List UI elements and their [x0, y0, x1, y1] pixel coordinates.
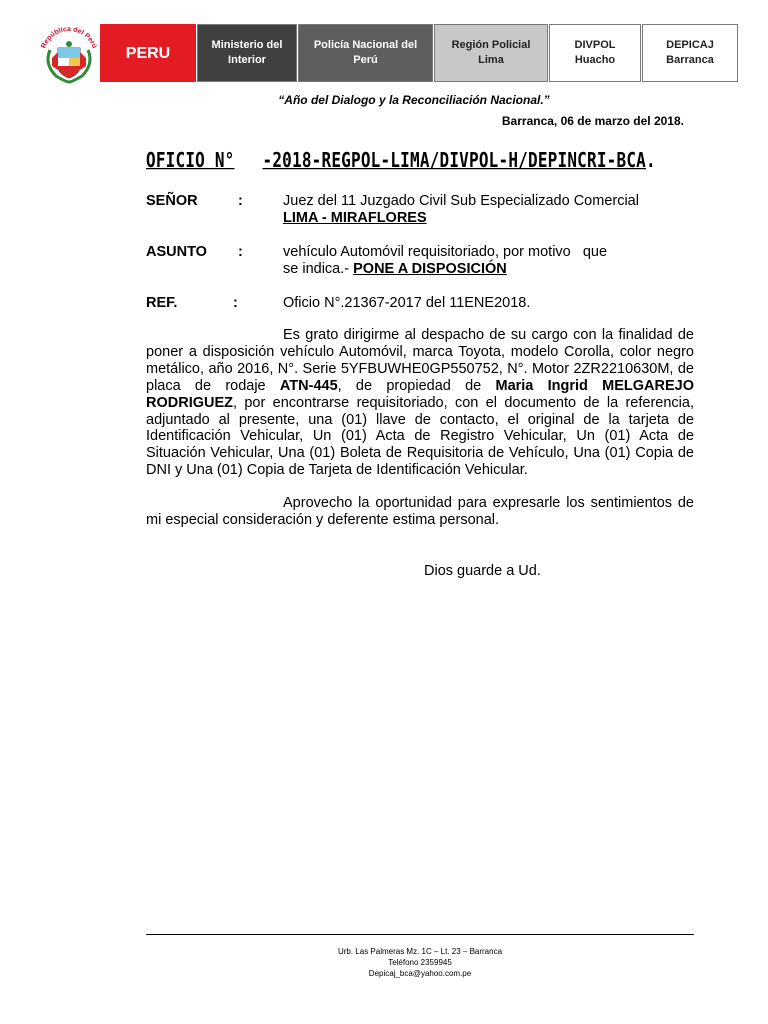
- asunto-value: [283, 244, 703, 278]
- oficio-end: .: [645, 148, 656, 172]
- footer: [146, 946, 694, 979]
- header-ministerio: Ministerio del Interior: [197, 24, 297, 82]
- header-policia: Policía Nacional del Perú: [298, 24, 433, 82]
- asunto-emphasis: PONE A DISPOSICIÓN: [353, 261, 507, 277]
- peru-coat-of-arms-icon: [36, 20, 102, 86]
- footer-phone: Teléfono 2359945: [388, 958, 452, 967]
- vehicle-plate: ATN-445: [279, 377, 338, 394]
- senor-colon: :: [238, 193, 243, 209]
- dateline: Barranca, 06 de marzo del 2018.: [501, 114, 684, 128]
- asunto-line2: [283, 261, 703, 278]
- header-divpol: DIVPOL Huacho: [549, 24, 641, 82]
- header-region: Región Policial Lima: [434, 24, 548, 82]
- asunto-colon: :: [238, 244, 243, 260]
- asunto-label: ASUNTO: [146, 244, 207, 260]
- senor-label: SEÑOR: [146, 193, 198, 209]
- ref-value: Oficio N°.21367-2017 del 11ENE2018.: [283, 295, 531, 311]
- header-peru: PERU: [100, 24, 196, 82]
- footer-divider: [146, 934, 694, 935]
- footer-address: Urb. Las Palmeras Mz. 1C – Lt. 23 – Barranca: [337, 947, 503, 956]
- closing: Dios guarde a Ud.: [424, 563, 541, 579]
- senor-line2: LIMA - MIRAFLORES: [283, 210, 427, 226]
- senor-line1: Juez del 11 Juzgado Civil Sub Especializado Comercial: [283, 193, 639, 209]
- asunto-line2-pre: se indica.-: [283, 261, 354, 277]
- body-paragraph-1: Es grato dirigirme al despacho de su cargo con la finalidad de poner a disposición vehículo Automóvil, marca Toyota, modelo Corolla, color negro metálico, año 2016, N°. Serie 5YFBUWHE0GP550752, N°. Motor 2ZR2210630M, de placa de rodaje ATN-445, de propiedad de Maria Ingrid MELGAREJO RODRIGUEZ, por encontrarse requisitoriado, con el documento de la referencia, adjuntado al presente, una (01) llave de contacto, el original de la tarjeta de Identificación Vehicular, Un (01) Acta de Registro Vehicular, Un (01) Acta de Situación Vehicular, Una (01) Boleta de Requisitoria de Vehículo, Una (01) Copia de DNI y Una (01) Copia de Tarjeta de Identificación Vehicular.: [146, 327, 694, 479]
- asunto-line1: vehículo Automóvil requisitoriado, por motivo que: [283, 244, 608, 260]
- header-depicaj: DEPICAJ Barranca: [642, 24, 738, 82]
- oficio-prefix: OFICIO N°: [146, 148, 235, 172]
- seal-text: República del Perú: [40, 25, 98, 50]
- oficio-number: -2018-REGPOL-LIMA/DIVPOL-H/DEPINCRI-BCA: [262, 148, 646, 172]
- ref-colon: :: [233, 295, 238, 311]
- senor-value: [283, 193, 703, 227]
- body-paragraph-2: Aprovecho la oportunidad para expresarle los sentimientos de mi especial consideración y deferente estima personal.: [146, 495, 694, 528]
- vehicle-owner: Maria Ingrid MELGAREJO RODRIGUEZ: [146, 377, 694, 411]
- national-motto: “Año del Dialogo y la Reconciliación Nacional.”: [278, 93, 550, 107]
- ref-label: REF.: [146, 295, 178, 311]
- footer-email: Depicaj_bca@yahoo.com.pe: [368, 969, 472, 978]
- oficio-title: [146, 148, 656, 172]
